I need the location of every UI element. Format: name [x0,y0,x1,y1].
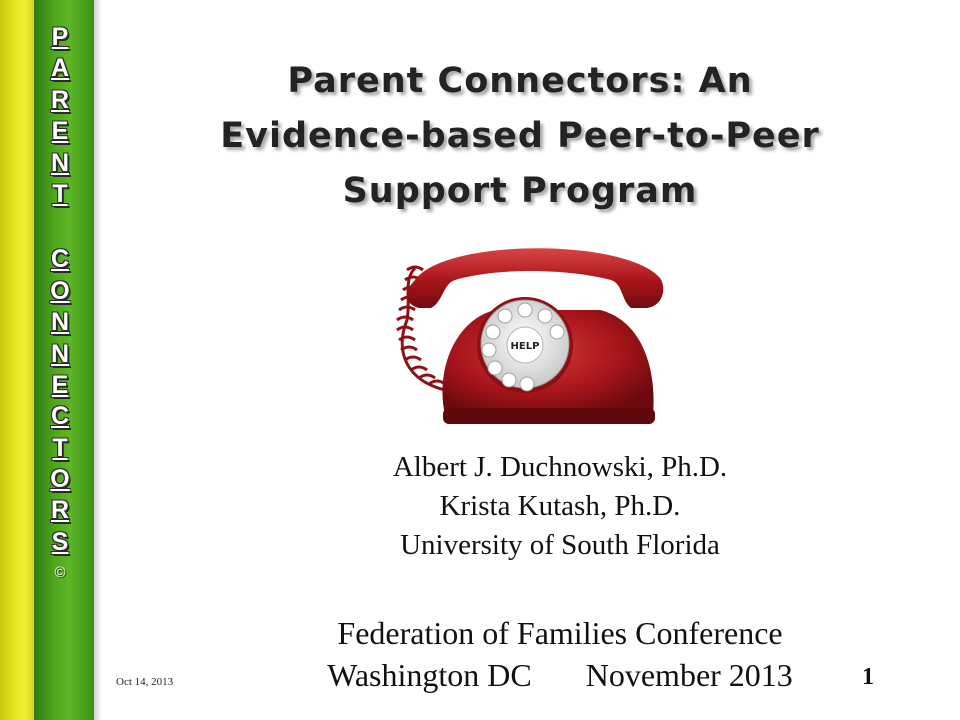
vertical-brand-text [34,22,86,581]
brand-letter: R [50,85,70,114]
brand-letter: N [50,339,70,368]
brand-letter: C [50,402,70,431]
conference-name: Federation of Families Conference [337,615,783,651]
brand-letter: A [50,54,70,83]
brand-letter: C [50,245,70,274]
brand-letter: T [52,433,68,462]
dial-label: HELP [510,341,540,352]
footer-date: Oct 14, 2013 [116,676,174,688]
brand-letter: O [50,465,70,494]
brand-letter: N [50,148,70,177]
brand-letter: P [51,23,69,51]
brand-letter: E [51,370,69,399]
author-line: Albert J. Duchnowski, Ph.D. [392,451,728,483]
author-line: University of South Florida [400,529,720,561]
slide-title [150,54,890,219]
author-line: Krista Kutash, Ph.D. [439,490,681,522]
title-line: Evidence-based Peer-to-Peer [220,116,820,156]
page-number: 1 [862,664,874,690]
brand-letter: O [50,276,70,305]
brand-letter: S [51,527,69,556]
bar-shadow [94,0,102,720]
brand-letter: E [51,117,69,146]
brand-letter: T [52,179,68,208]
conference-place: Washington DC [327,657,532,693]
brand-letter: N [50,308,70,337]
conference-date: November 2013 [585,657,793,693]
conference-block [240,612,880,696]
brand-letter: R [50,496,70,525]
title-line: Parent Connectors: An [287,61,753,101]
left-yellow-bar [0,0,34,720]
telephone-icon [385,240,675,440]
copyright-symbol: © [54,564,66,582]
authors-block [300,448,820,565]
title-line: Support Program [342,171,698,211]
